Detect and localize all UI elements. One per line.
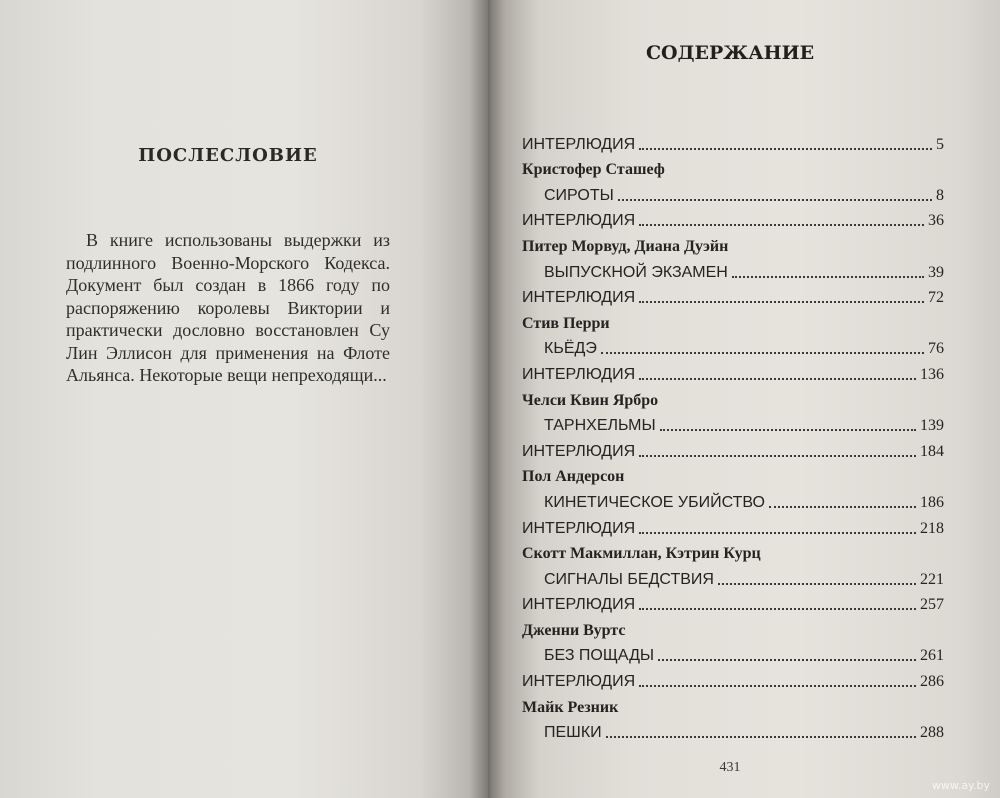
- toc-entry: [522, 179, 944, 205]
- toc-entry-page: 221: [920, 570, 944, 588]
- toc-author: Стив Перри: [522, 314, 610, 332]
- left-page: [0, 0, 489, 798]
- toc-entry: [522, 435, 944, 461]
- toc-entry-page: 218: [920, 519, 944, 537]
- toc-entry: [522, 717, 944, 743]
- afterword-body: В книге использованы выдержки из подлинного Военно-Морского Кодекса. Документ был создан в 1866 году по распоряжению королевы Виктории и практически дословно восстановлен Су Лин Эллисон для применения на Флоте Альянса. Некоторые вещи непреходящи...: [66, 230, 390, 385]
- toc-leader-dots: [601, 352, 924, 354]
- toc-entry-page: 257: [920, 596, 944, 614]
- toc-entry: [522, 512, 944, 538]
- toc-entry: [522, 410, 944, 436]
- toc-entry: [522, 256, 944, 282]
- toc-leader-dots: [639, 685, 916, 687]
- toc-entry-page: 184: [920, 442, 944, 460]
- toc-leader-dots: [658, 659, 916, 661]
- toc-entry-title: БЕЗ ПОЩАДЫ: [544, 647, 655, 665]
- toc-entry-page: 288: [920, 724, 944, 742]
- toc-entry-title: ИНТЕРЛЮДИЯ: [522, 596, 636, 614]
- toc-entry-title: ПЕШКИ: [544, 724, 602, 742]
- toc-entry-page: 261: [920, 647, 944, 665]
- toc-leader-dots: [618, 199, 932, 201]
- toc-entry: [522, 563, 944, 589]
- toc-entry: [522, 282, 944, 308]
- toc-entry-page: 76: [928, 340, 944, 358]
- toc-entry: [522, 333, 944, 359]
- toc-entry: [522, 665, 944, 691]
- toc-leader-dots: [639, 301, 924, 303]
- toc-author: Майк Резник: [522, 698, 619, 716]
- toc-entry-page: 8: [936, 186, 944, 204]
- toc-entry-title: ВЫПУСКНОЙ ЭКЗАМЕН: [544, 263, 728, 281]
- toc-author: Питер Морвуд, Диана Дуэйн: [522, 237, 729, 255]
- toc-entry-title: ИНТЕРЛЮДИЯ: [522, 442, 636, 460]
- toc-entry-title: КЬЁДЭ: [544, 340, 597, 358]
- toc-leader-dots: [769, 506, 916, 508]
- toc-entry: [522, 205, 944, 231]
- toc-entry-title: СИРОТЫ: [544, 186, 614, 204]
- toc-entry-page: 186: [920, 493, 944, 511]
- toc-entry-page: 5: [936, 135, 944, 153]
- toc-entry-page: 72: [928, 289, 944, 307]
- toc-entry: [522, 640, 944, 666]
- toc-leader-dots: [606, 736, 916, 738]
- toc-entry-title: ИНТЕРЛЮДИЯ: [522, 673, 636, 691]
- contents-title: СОДЕРЖАНИЕ: [645, 42, 815, 64]
- toc-entry-page: 139: [920, 417, 944, 435]
- toc-entry: [522, 486, 944, 512]
- toc-author: Кристофер Сташеф: [522, 161, 665, 179]
- toc-author: Дженни Вуртс: [522, 621, 626, 639]
- toc-entry-title: ИНТЕРЛЮДИЯ: [522, 212, 636, 230]
- toc-entry-page: 136: [920, 365, 944, 383]
- toc-author: Пол Андерсон: [522, 468, 625, 486]
- toc-entry-title: ИНТЕРЛЮДИЯ: [522, 289, 636, 307]
- toc-leader-dots: [732, 276, 924, 278]
- toc-author: Челси Квин Ярбро: [522, 391, 659, 409]
- toc-leader-dots: [660, 429, 916, 431]
- toc-entry-title: ТАРНХЕЛЬМЫ: [544, 417, 656, 435]
- page-number: 431: [719, 760, 741, 775]
- toc-leader-dots: [639, 148, 932, 150]
- afterword-title: ПОСЛЕСЛОВИЕ: [138, 145, 318, 166]
- toc-entry-page: 36: [928, 212, 944, 230]
- toc-leader-dots: [639, 532, 916, 534]
- watermark: www.ay.by: [931, 779, 990, 792]
- toc-entry-page: 39: [928, 263, 944, 281]
- toc-leader-dots: [639, 378, 916, 380]
- toc-entry-title: ИНТЕРЛЮДИЯ: [522, 135, 636, 153]
- toc-author: Скотт Макмиллан, Кэтрин Курц: [522, 545, 761, 563]
- toc-leader-dots: [639, 608, 916, 610]
- toc-entry-title: ИНТЕРЛЮДИЯ: [522, 365, 636, 383]
- table-of-contents: [522, 128, 944, 742]
- toc-entry-title: СИГНАЛЫ БЕДСТВИЯ: [544, 570, 714, 588]
- toc-leader-dots: [639, 455, 916, 457]
- toc-leader-dots: [718, 583, 916, 585]
- toc-entry-page: 286: [920, 673, 944, 691]
- toc-entry-title: ИНТЕРЛЮДИЯ: [522, 519, 636, 537]
- toc-entry: [522, 358, 944, 384]
- toc-entry-title: КИНЕТИЧЕСКОЕ УБИЙСТВО: [544, 493, 765, 511]
- toc-leader-dots: [639, 224, 924, 226]
- toc-entry: [522, 128, 944, 154]
- toc-entry: [522, 589, 944, 615]
